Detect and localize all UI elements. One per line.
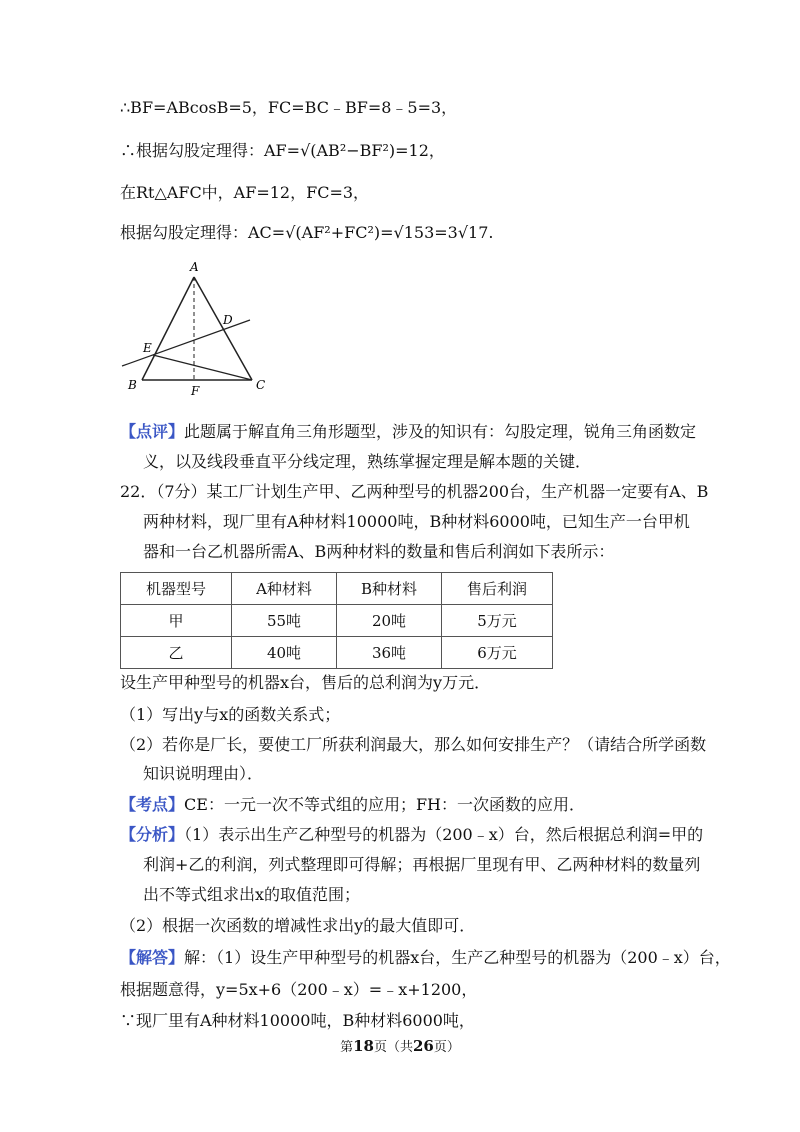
table-header-cell: B种材料 [337,573,442,605]
fenxi-tag: 【分析】 [120,825,185,844]
question-2-line-1: （2）若你是厂长，要使工厂所获利润最大，那么如何安排生产？（请结合所学函数 [120,735,707,754]
comment-line-1 [120,421,696,443]
jieda-line-1 [120,947,731,969]
problem-line-2: 两种材料，现厂里有A种材料10000吨，B种材料6000吨，已知生产一台甲机 [143,512,690,531]
label-f: F [191,384,200,398]
page-footer [0,1036,800,1055]
question-1: （1）写出y与x的函数关系式； [120,705,341,724]
side-ab [142,277,194,380]
materials-table [120,572,553,669]
footer-middle: 页（共 [373,1040,413,1055]
table-cell: 5万元 [442,605,553,637]
table-header-cell: 机器型号 [121,573,232,605]
table-cell: 55吨 [232,605,337,637]
table-row [121,637,553,669]
question-2-line-2: 知识说明理由）． [143,764,264,783]
triangle-figure [110,258,280,408]
table-row [121,605,553,637]
table-header-cell: A种材料 [232,573,337,605]
label-d: D [223,313,233,327]
label-e: E [143,341,152,355]
kaodian-tag: 【考点】 [120,795,185,814]
fenxi-line-2: 利润+乙的利润，列式整理即可得解；再根据厂里现有甲、乙两种材料的数量列 [143,855,701,874]
solution-line-4: 根据勾股定理得：AC=√(AF²+FC²)=√153=3√17. [120,223,494,242]
comment-text-1: 此题属于解直角三角形题型，涉及的知识有：勾股定理，锐角三角函数定 [184,422,697,441]
solution-line-2: ∴根据勾股定理得：AF=√(AB²−BF²)=12， [120,141,445,160]
problem-line-3: 器和一台乙机器所需A、B两种材料的数量和售后利润如下表所示： [143,542,615,561]
comment-tag: 【点评】 [120,422,185,441]
table-cell: 20吨 [337,605,442,637]
label-a: A [190,260,199,274]
table-header-cell: 售后利润 [442,573,553,605]
side-ac [194,277,252,380]
footer-total-pages: 26 [413,1037,434,1055]
table-cell: 36吨 [337,637,442,669]
table-cell: 乙 [121,637,232,669]
kaodian-text: CE：一元一次不等式组的应用；FH：一次函数的应用． [184,795,585,814]
label-c: C [256,378,266,392]
footer-suffix: 页） [433,1040,460,1055]
comment-line-2: 义，以及线段垂直平分线定理，熟练掌握定理是解本题的关键． [143,452,592,471]
fenxi-text-1: （1）表示出生产乙种型号的机器为（200﹣x）台，然后根据总利润=甲的 [184,825,704,844]
table-header-row [121,573,553,605]
jieda-text-1: 解：（1）设生产甲种型号的机器x台，生产乙种型号的机器为（200﹣x）台， [184,948,731,967]
setup-line: 设生产甲种型号的机器x台，售后的总利润为y万元． [120,673,491,692]
fenxi-line-3: 出不等式组求出x的取值范围； [143,885,361,904]
label-b: B [128,378,137,392]
solution-line-1: ∴BF=ABcosB=5，FC=BC﹣BF=8﹣5=3， [120,98,458,117]
solution-line-3: 在Rt△AFC中，AF=12，FC=3， [120,183,370,202]
footer-page-number: 18 [353,1037,374,1055]
segment-ec [153,355,252,380]
fenxi-line-4: （2）根据一次函数的增减性求出y的最大值即可． [120,916,476,935]
kaodian-line [120,794,585,816]
footer-prefix: 第 [340,1040,354,1055]
jieda-tag: 【解答】 [120,948,185,967]
table-cell: 甲 [121,605,232,637]
table-cell: 40吨 [232,637,337,669]
fenxi-line-1 [120,824,703,846]
jieda-line-3: ∵现厂里有A种材料10000吨，B种材料6000吨， [120,1011,475,1030]
problem-line-1: 22．（7分）某工厂计划生产甲、乙两种型号的机器200台，生产机器一定要有A、B [120,482,709,501]
jieda-line-2: 根据题意得，y=5x+6（200﹣x）=﹣x+1200， [120,980,478,999]
table-cell: 6万元 [442,637,553,669]
